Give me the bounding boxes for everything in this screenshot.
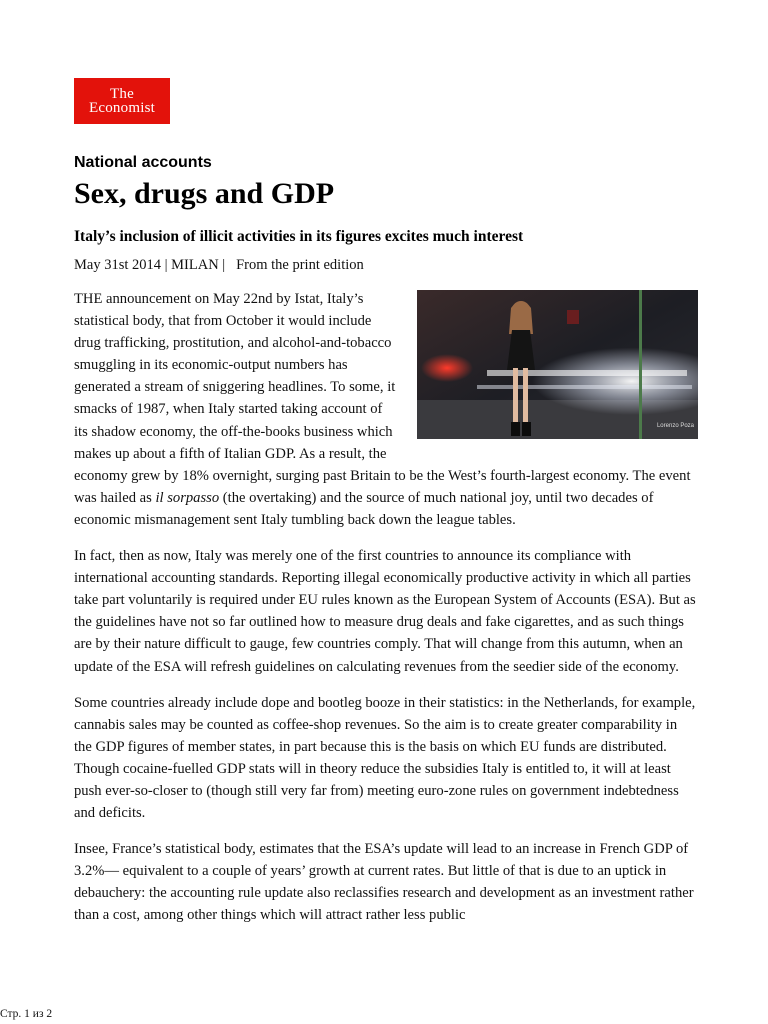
- paragraph-4: Insee, France’s statistical body, estimates that the ESA’s update will lead to an increase in French GDP of 3.2%— equivalent to a couple of years’ growth at current rates. But little of that is due to an uptick in debauchery: the accounting rule update also reclassifies research and development as an investment rather than a cost, among other things which will attract rather less public: [74, 841, 694, 924]
- photo-credit: Lorenzo Poza: [656, 422, 694, 429]
- paragraph-1: THE announcement on May 22nd by Istat, Italy’s statistical body, that from October it would include drug trafficking, prostitution, and alcohol-and-tobacco smuggling in its economic-output numbers has generated a stream of sniggering headlines. To some, it smacks of 1987, when Italy started taking account of its shadow economy, the off-the-books business which makes up about a fifth of Italian GDP. As a result, the economy grew by 18% overnight, surging past Britain to be the West’s fourth-largest economy. The event was hailed as il sorpasso (the overtaking) and the source of much national joy, until two decades of economic mismanagement sent Italy tumbling back down the league tables.: [74, 291, 691, 528]
- article-standfirst: Italy’s inclusion of illicit activities in its figures excites much interest: [74, 228, 524, 245]
- article-headline: Sex, drugs and GDP: [74, 177, 335, 210]
- street-night-photo: [417, 290, 698, 439]
- paragraph-2: In fact, then as now, Italy was merely one of the first countries to announce its compliance with international accounting standards. Reporting illegal economically productive activity in which all parties take part voluntarily is required under EU rules known as the European System of Accounts (ESA). But as the guidelines have not so far outlined how to measure drug deals and fake cigarettes, and as such things are by their nature difficult to gauge, few countries comply. That will change from this autumn, when an update of the ESA will refresh guidelines on calculating revenues from the seedier side of the economy.: [74, 548, 696, 675]
- article-body: [74, 288, 698, 941]
- italic-term: il sorpasso: [155, 489, 220, 506]
- article-photo: [417, 290, 698, 439]
- paragraph-3: Some countries already include dope and bootleg booze in their statistics: in the Netherlands, for example, cannabis sales may be counted as coffee-shop revenues. So the aim is to create greater comparability in the GDP figures of member states, in part because this is the basis on which EU funds are distributed. Though cocaine-fuelled GDP stats will in theory reduce the subsidies Italy is entitled to, it will at least push ever-so-closer to (though still very far from) meeting euro-zone rules on government indebtedness and deficits.: [74, 694, 696, 822]
- logo-line-1: The: [110, 86, 134, 102]
- page-indicator: Стр. 1 из 2: [0, 1008, 53, 1020]
- section-label: National accounts: [74, 154, 212, 171]
- logo-line-2: Economist: [89, 100, 155, 116]
- economist-logo: [74, 78, 170, 124]
- article-dateline: May 31st 2014 | MILAN | From the print edition: [74, 257, 364, 273]
